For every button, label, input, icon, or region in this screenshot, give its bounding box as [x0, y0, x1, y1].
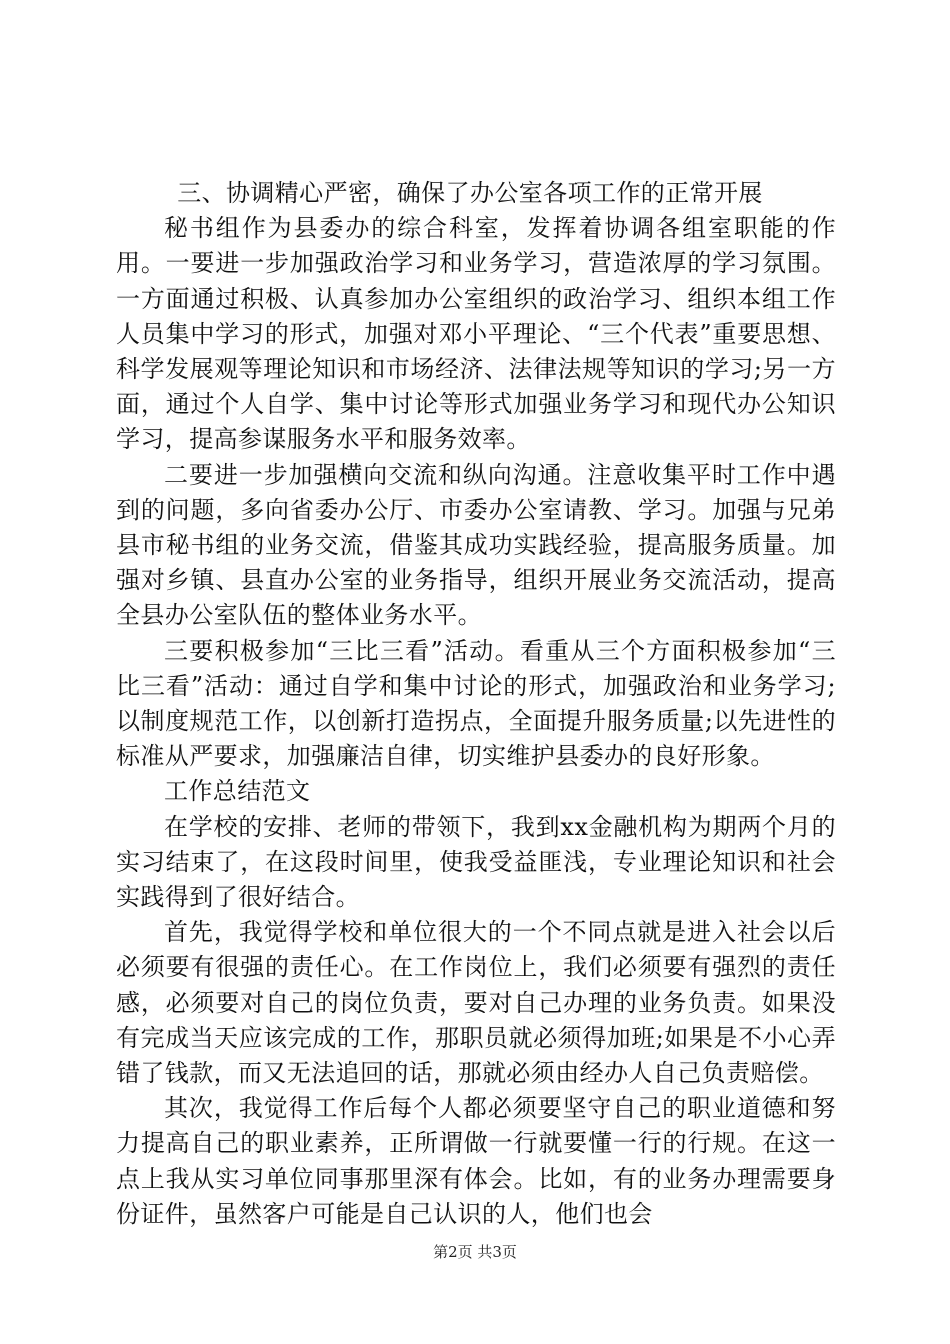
paragraph-three-comparisons: 三要积极参加“三比三看”活动。看重从三个方面积极参加“三比三看”活动：通过自学和集中讨论的形式，加强政治和业务学习;以制度规范工作，以创新打造拐点，全面提升服务质量;以先进性的标准从严要求，加强廉洁自律，切实维护县委办的良好形象。: [116, 636, 836, 771]
paragraph-professional-ethics: 其次，我觉得工作后每个人都必须要坚守自己的职业道德和努力提高自己的职业素养，正所谓做一行就要懂一行的行规。在这一点上我从实习单位同事那里深有体会。比如，有的业务办理需要身份证件，虽然客户可能是自己认识的人，他们也会: [116, 1094, 836, 1228]
paragraph-secretary-role: 秘书组作为县委办的综合科室，发挥着协调各组室职能的作用。一要进一步加强政治学习和业务学习，营造浓厚的学习氛围。一方面通过积极、认真参加办公室组织的政治学习、组织本组工作人员集中学习的形式，加强对邓小平理论、“三个代表”重要思想、科学发展观等理论知识和市场经济、法律法规等知识的学习;另一方面，通过个人自学、集中讨论等形式加强业务学习和现代办公知识学习，提高参谋服务水平和服务效率。: [116, 214, 836, 454]
page-number-footer: 第2页 共3页: [433, 1243, 517, 1261]
document-body: [116, 176, 836, 1232]
paragraph-communication: 二要进一步加强横向交流和纵向沟通。注意收集平时工作中遇到的问题，多向省委办公厅、市委办公室请教、学习。加强与兄弟县市秘书组的业务交流，借鉴其成功实践经验，提高服务质量。加强对乡镇、县直办公室的业务指导，组织开展业务交流活动，提高全县办公室队伍的整体业务水平。: [116, 460, 836, 630]
summary-title: 工作总结范文: [164, 777, 311, 806]
paragraph-responsibility: 首先，我觉得学校和单位很大的一个不同点就是进入社会以后必须要有很强的责任心。在工作岗位上，我们必须要有强烈的责任感，必须要对自己的岗位负责，要对自己办理的业务负责。如果没有完成当天应该完成的工作，那职员就必须得加班;如果是不小心弄错了钱款，而又无法追回的话，那就必须由经办人自己负责赔偿。: [116, 918, 836, 1088]
section-heading: 三、协调精心严密，确保了办公室各项工作的正常开展: [177, 179, 763, 207]
paragraph-internship-intro: 在学校的安排、老师的带领下，我到xx金融机构为期两个月的实习结束了，在这段时间里，使我受益匪浅，专业理论知识和社会实践得到了很好结合。: [116, 812, 836, 912]
